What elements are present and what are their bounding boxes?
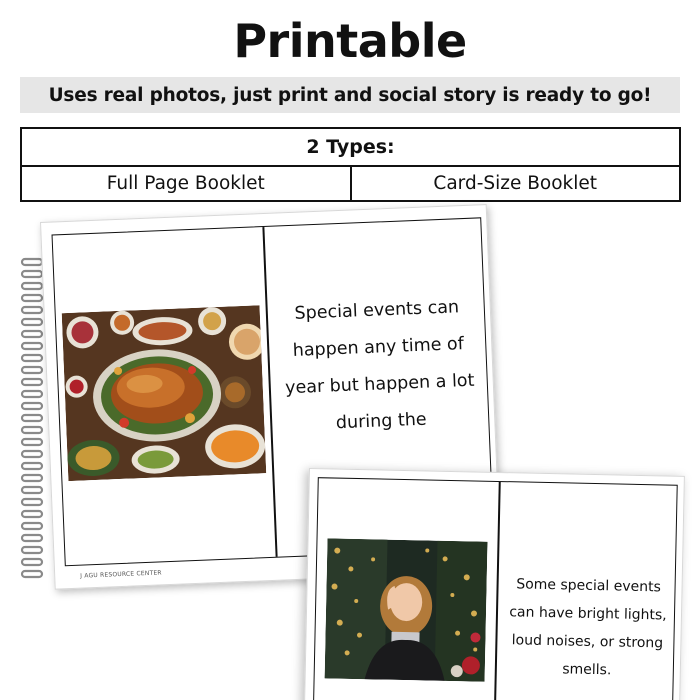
spiral-ring xyxy=(22,355,42,361)
card-divider xyxy=(494,482,500,700)
footer-credit: J AGU RESOURCE CENTER xyxy=(80,569,162,580)
spiral-ring xyxy=(22,475,42,481)
spiral-ring xyxy=(22,283,42,289)
spiral-ring xyxy=(22,463,42,469)
spiral-ring xyxy=(22,391,42,397)
spiral-ring xyxy=(22,415,42,421)
card-story-text: Some special events can have bright lights, loud noises, or strong smells. xyxy=(509,576,667,679)
page-title: Printable xyxy=(233,14,467,68)
types-row xyxy=(22,167,679,200)
subtitle-banner xyxy=(20,77,680,113)
spiral-ring xyxy=(22,535,42,541)
spiral-ring xyxy=(22,439,42,445)
spiral-binding xyxy=(20,255,46,580)
spiral-ring xyxy=(22,499,42,505)
full-page-story-text: Special events can happen any time of year but happen a lot during the xyxy=(284,297,475,434)
spiral-ring xyxy=(22,511,42,517)
types-table xyxy=(20,127,681,202)
girl-with-lights-photo xyxy=(325,538,488,681)
spiral-ring xyxy=(22,559,42,565)
card-size-booklet xyxy=(304,468,685,700)
spiral-ring xyxy=(22,571,42,577)
spiral-ring xyxy=(22,547,42,553)
spiral-ring xyxy=(22,403,42,409)
types-heading: 2 Types: xyxy=(22,129,679,167)
spiral-ring xyxy=(22,379,42,385)
spiral-ring xyxy=(22,271,42,277)
card-page-frame xyxy=(313,477,678,700)
spiral-ring xyxy=(22,319,42,325)
spiral-ring xyxy=(22,331,42,337)
spiral-ring xyxy=(22,427,42,433)
spiral-ring xyxy=(22,523,42,529)
spiral-ring xyxy=(22,487,42,493)
spiral-ring xyxy=(22,259,42,265)
spiral-ring xyxy=(22,307,42,313)
spiral-ring xyxy=(22,367,42,373)
spiral-ring xyxy=(22,343,42,349)
turkey-dinner-photo xyxy=(62,305,267,481)
spiral-ring xyxy=(22,295,42,301)
type-full-page: Full Page Booklet xyxy=(106,173,265,194)
subtitle-text: Uses real photos, just print and social story is ready to go! xyxy=(48,84,652,106)
spiral-ring xyxy=(22,451,42,457)
type-card-size: Card-Size Booklet xyxy=(350,167,680,200)
